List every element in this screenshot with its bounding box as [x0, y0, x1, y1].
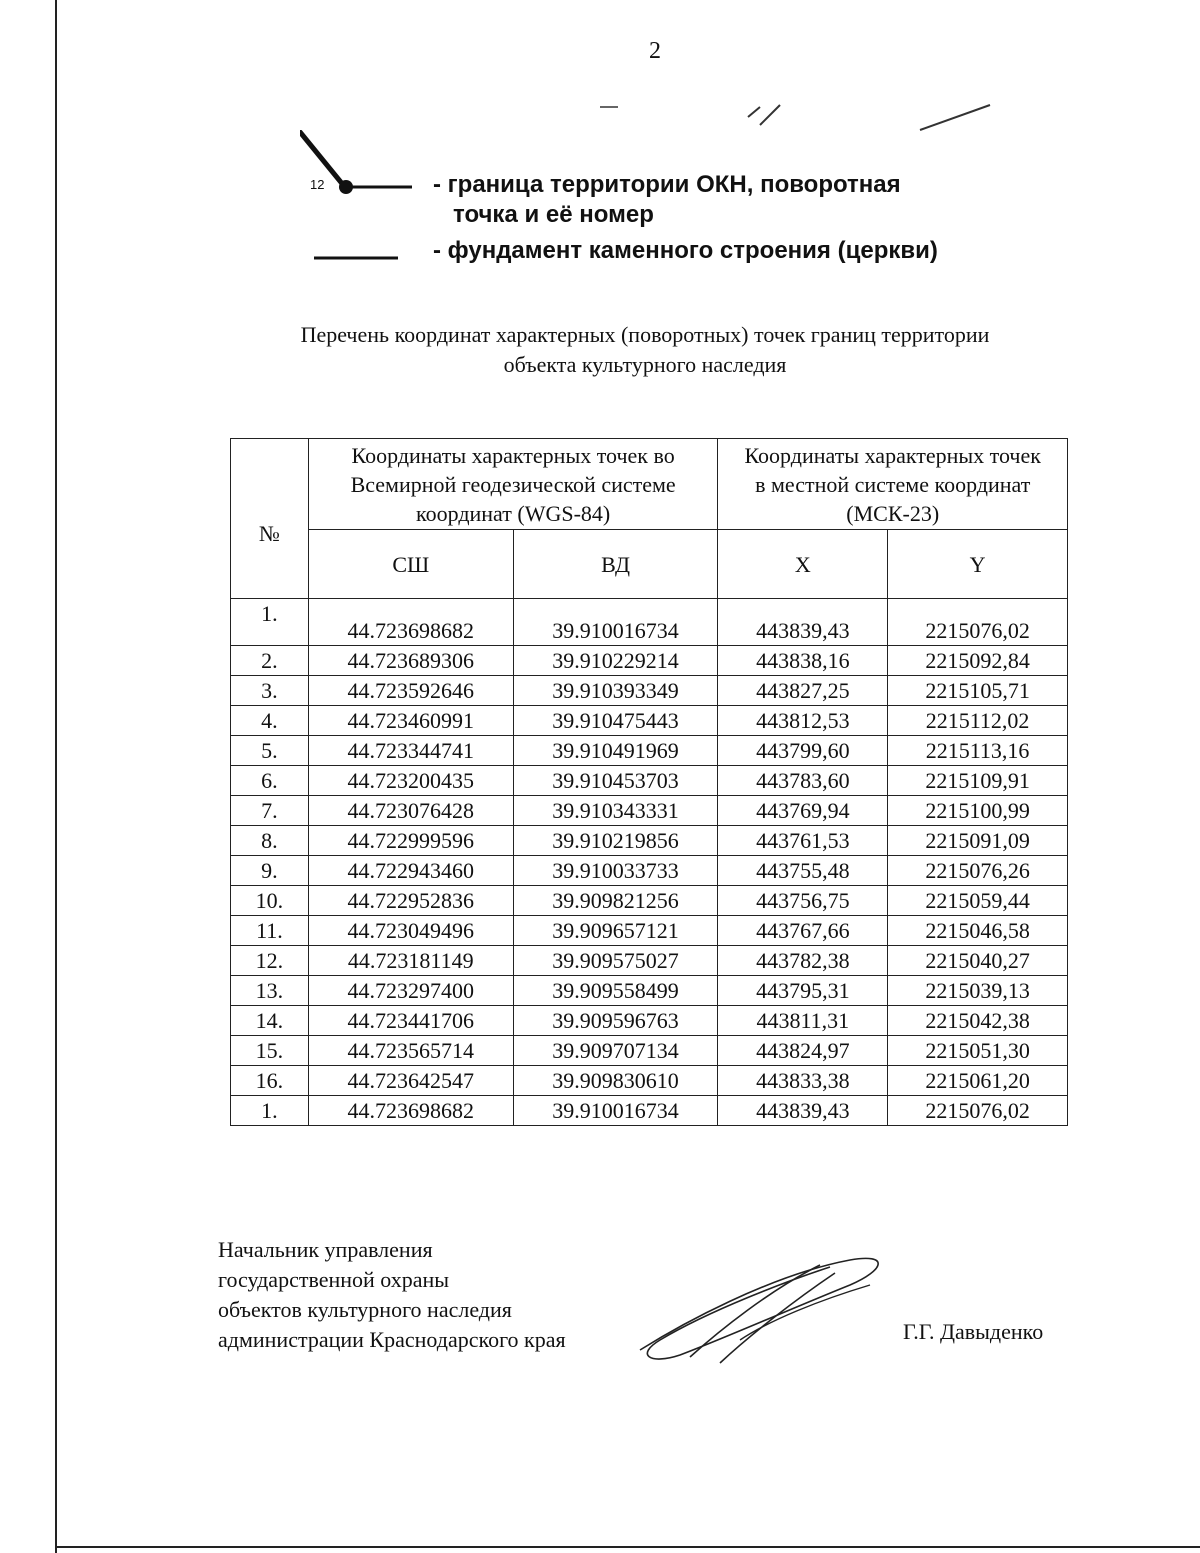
- cell-lon: 39.909657121: [513, 916, 718, 946]
- cell-num: 9.: [231, 856, 309, 886]
- cell-lat: 44.723049496: [308, 916, 513, 946]
- handwritten-signature-icon: [620, 1245, 890, 1375]
- cell-num: 16.: [231, 1066, 309, 1096]
- cell-lat: 44.723297400: [308, 976, 513, 1006]
- cell-y: 2215112,02: [888, 706, 1068, 736]
- table-row: [231, 1066, 1068, 1096]
- legend-symbols: [300, 130, 430, 280]
- cell-lon: 39.910343331: [513, 796, 718, 826]
- cell-num: 10.: [231, 886, 309, 916]
- table-row: [231, 826, 1068, 856]
- cell-x: 443827,25: [718, 676, 888, 706]
- cell-num: 1.: [231, 599, 309, 646]
- cell-x: 443795,31: [718, 976, 888, 1006]
- cell-y: 2215061,20: [888, 1066, 1068, 1096]
- cell-x: 443799,60: [718, 736, 888, 766]
- cell-x: 443755,48: [718, 856, 888, 886]
- page-number: 2: [649, 38, 661, 64]
- cell-num: 12.: [231, 946, 309, 976]
- table-caption: [200, 320, 1090, 380]
- header-msk23-group: Координаты характерных точек в местной системе координат (МСК-23): [718, 439, 1068, 530]
- cell-lon: 39.910219856: [513, 826, 718, 856]
- signatory-title: [218, 1235, 566, 1355]
- cell-y: 2215091,09: [888, 826, 1068, 856]
- cell-lon: 39.910033733: [513, 856, 718, 886]
- coordinates-table: [230, 438, 1068, 1126]
- table-row: [231, 736, 1068, 766]
- cell-x: 443767,66: [718, 916, 888, 946]
- legend-item-foundation: [433, 236, 938, 266]
- cell-lat: 44.723642547: [308, 1066, 513, 1096]
- cell-num: 1.: [231, 1096, 309, 1126]
- cell-lon: 39.909558499: [513, 976, 718, 1006]
- cell-lat: 44.723181149: [308, 946, 513, 976]
- cell-lat: 44.723592646: [308, 676, 513, 706]
- legend-item-text: - фундамент каменного строения (церкви): [433, 237, 938, 264]
- header-num: №: [231, 439, 309, 599]
- cell-lat: 44.723698682: [308, 599, 513, 646]
- signatory-title-line: администрации Краснодарского края: [218, 1327, 566, 1352]
- header-y: Y: [888, 530, 1068, 599]
- cell-lat: 44.723565714: [308, 1036, 513, 1066]
- cell-num: 8.: [231, 826, 309, 856]
- cell-lon: 39.910393349: [513, 676, 718, 706]
- signatory-name: Г.Г. Давыденко: [903, 1319, 1044, 1344]
- cell-num: 4.: [231, 706, 309, 736]
- table-row: [231, 796, 1068, 826]
- cell-lat: 44.723076428: [308, 796, 513, 826]
- table-row: [231, 1036, 1068, 1066]
- cell-lon: 39.909830610: [513, 1066, 718, 1096]
- table-row: [231, 1096, 1068, 1126]
- header-x: X: [718, 530, 888, 599]
- header-wgs84-group: Координаты характерных точек во Всемирной геодезической системе координат (WGS-84): [308, 439, 718, 530]
- cell-x: 443838,16: [718, 646, 888, 676]
- table-row: [231, 976, 1068, 1006]
- cell-y: 2215046,58: [888, 916, 1068, 946]
- header-lat: СШ: [308, 530, 513, 599]
- cell-y: 2215105,71: [888, 676, 1068, 706]
- cell-y: 2215076,02: [888, 599, 1068, 646]
- cell-x: 443761,53: [718, 826, 888, 856]
- cell-lon: 39.910229214: [513, 646, 718, 676]
- cell-lat: 44.722952836: [308, 886, 513, 916]
- cell-lon: 39.910453703: [513, 766, 718, 796]
- cell-lon: 39.910016734: [513, 1096, 718, 1126]
- header-lon: ВД: [513, 530, 718, 599]
- cell-num: 2.: [231, 646, 309, 676]
- cell-x: 443756,75: [718, 886, 888, 916]
- cell-lon: 39.909821256: [513, 886, 718, 916]
- cell-lat: 44.722999596: [308, 826, 513, 856]
- legend-item-text: - граница территории ОКН, поворотная: [433, 171, 901, 198]
- cell-lon: 39.909596763: [513, 1006, 718, 1036]
- cell-x: 443833,38: [718, 1066, 888, 1096]
- cell-y: 2215042,38: [888, 1006, 1068, 1036]
- table-row: [231, 946, 1068, 976]
- cell-lat: 44.723344741: [308, 736, 513, 766]
- cell-y: 2215076,26: [888, 856, 1068, 886]
- table-caption-line: объекта культурного наследия: [503, 352, 787, 377]
- cell-y: 2215059,44: [888, 886, 1068, 916]
- cell-num: 13.: [231, 976, 309, 1006]
- cell-lat: 44.723689306: [308, 646, 513, 676]
- cell-num: 11.: [231, 916, 309, 946]
- cell-x: 443839,43: [718, 599, 888, 646]
- table-row: [231, 856, 1068, 886]
- map-fragment-marks: [590, 95, 1000, 135]
- cell-y: 2215039,13: [888, 976, 1068, 1006]
- cell-lat: 44.723441706: [308, 1006, 513, 1036]
- legend-point-number: 12: [310, 177, 325, 192]
- signatory-title-line: Начальник управления: [218, 1237, 433, 1262]
- legend-item-boundary: [433, 170, 901, 230]
- scan-bottom-edge: [55, 1546, 1200, 1548]
- cell-y: 2215092,84: [888, 646, 1068, 676]
- cell-lat: 44.723698682: [308, 1096, 513, 1126]
- cell-x: 443812,53: [718, 706, 888, 736]
- table-row: [231, 1006, 1068, 1036]
- cell-x: 443824,97: [718, 1036, 888, 1066]
- cell-lon: 39.910491969: [513, 736, 718, 766]
- cell-lon: 39.909707134: [513, 1036, 718, 1066]
- cell-num: 7.: [231, 796, 309, 826]
- table-caption-line: Перечень координат характерных (поворотных) точек границ территории: [300, 322, 990, 347]
- cell-lat: 44.722943460: [308, 856, 513, 886]
- cell-num: 5.: [231, 736, 309, 766]
- table-row: [231, 676, 1068, 706]
- legend-item-continuation: точка и её номер: [453, 201, 654, 228]
- cell-y: 2215109,91: [888, 766, 1068, 796]
- cell-y: 2215100,99: [888, 796, 1068, 826]
- cell-num: 3.: [231, 676, 309, 706]
- cell-num: 14.: [231, 1006, 309, 1036]
- table-row: [231, 646, 1068, 676]
- cell-lat: 44.723200435: [308, 766, 513, 796]
- table-row: [231, 706, 1068, 736]
- cell-x: 443782,38: [718, 946, 888, 976]
- cell-x: 443783,60: [718, 766, 888, 796]
- cell-lat: 44.723460991: [308, 706, 513, 736]
- cell-lon: 39.910475443: [513, 706, 718, 736]
- table-row: [231, 886, 1068, 916]
- cell-y: 2215051,30: [888, 1036, 1068, 1066]
- cell-x: 443839,43: [718, 1096, 888, 1126]
- cell-lon: 39.910016734: [513, 599, 718, 646]
- scan-left-edge: [55, 0, 57, 1553]
- cell-x: 443811,31: [718, 1006, 888, 1036]
- cell-y: 2215113,16: [888, 736, 1068, 766]
- table-row: [231, 766, 1068, 796]
- table-row: [231, 916, 1068, 946]
- cell-x: 443769,94: [718, 796, 888, 826]
- signatory-title-line: государственной охраны: [218, 1267, 450, 1292]
- cell-y: 2215040,27: [888, 946, 1068, 976]
- cell-y: 2215076,02: [888, 1096, 1068, 1126]
- cell-num: 15.: [231, 1036, 309, 1066]
- cell-lon: 39.909575027: [513, 946, 718, 976]
- map-legend: [300, 130, 1020, 280]
- signatory-title-line: объектов культурного наследия: [218, 1297, 512, 1322]
- cell-num: 6.: [231, 766, 309, 796]
- table-row: [231, 599, 1068, 646]
